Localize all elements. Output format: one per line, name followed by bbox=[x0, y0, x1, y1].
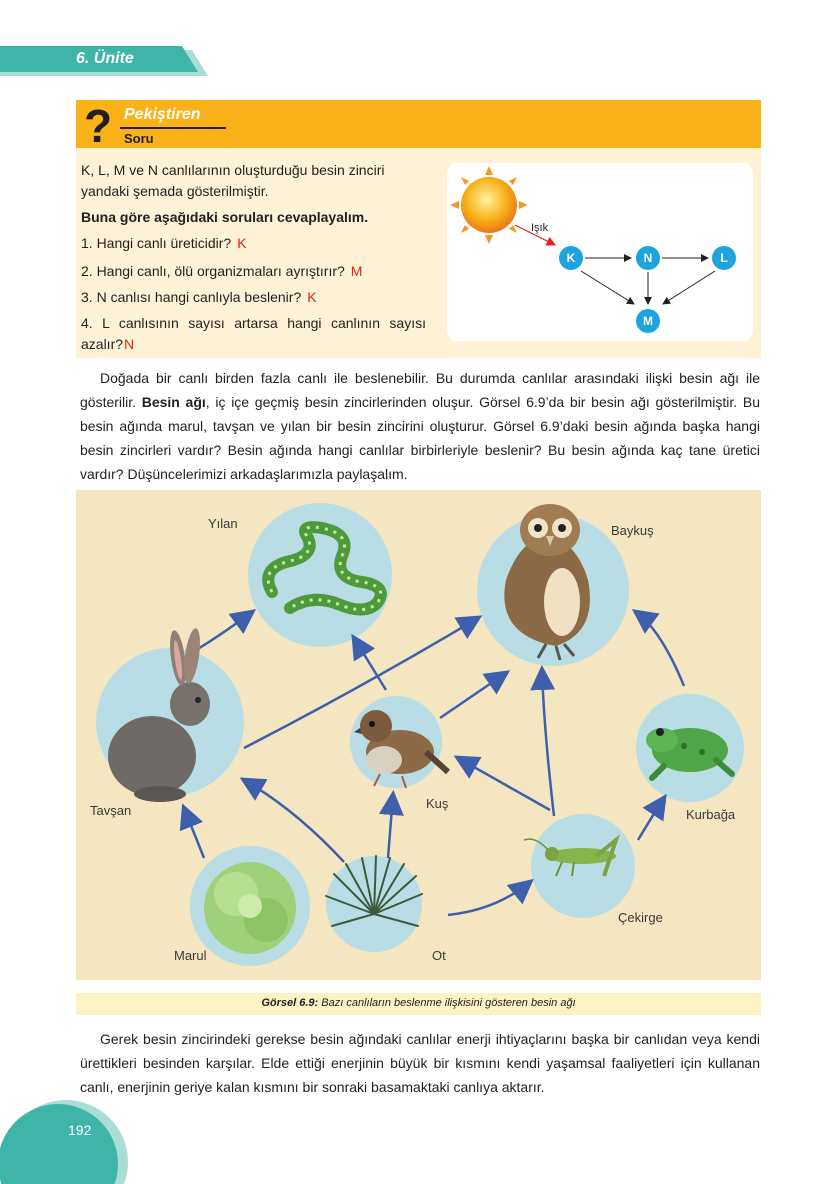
paragraph-intro bbox=[80, 366, 760, 486]
node-n bbox=[636, 246, 660, 270]
page-number-badge bbox=[0, 1098, 130, 1184]
node-k bbox=[559, 246, 583, 270]
sun-icon bbox=[450, 166, 528, 244]
svg-text:?: ? bbox=[84, 100, 113, 148]
question-item-text: 1. Hangi canlı üreticidir? bbox=[81, 235, 232, 251]
light-label: Işık bbox=[531, 222, 549, 234]
page-number: 192 bbox=[68, 1122, 92, 1138]
answer-text: M bbox=[350, 263, 363, 279]
lettuce-icon bbox=[204, 862, 296, 954]
answer-text: K bbox=[237, 235, 247, 251]
unit-title: 6. Ünite bbox=[76, 50, 134, 67]
label-baykus: Baykuş bbox=[611, 523, 654, 538]
svg-text:M: M bbox=[643, 314, 653, 328]
paragraph-energy: Gerek besin zincirindeki gerekse besin ağındaki canlılar enerji ihtiyaçlarını başka bir canlıdan veya kendi ürettikleri besinden karşılar. Elde ettiği enerjinin büyük bir kısmını kendi yaşamsal faaliyetleri için kullanan canlı, enerjinin geriye kalan kısmını bir sonraki basamaktaki canlıya aktarır. bbox=[80, 1031, 760, 1095]
question-item bbox=[81, 233, 426, 254]
svg-text:N: N bbox=[643, 251, 653, 265]
node-l bbox=[712, 246, 736, 270]
caption-label: Görsel 6.9: bbox=[261, 997, 319, 1009]
caption-text: Bazı canlıların beslenme ilişkisini gösteren besin ağı bbox=[318, 997, 576, 1009]
label-kus: Kuş bbox=[426, 796, 449, 811]
figure-caption bbox=[76, 997, 761, 1009]
question-item bbox=[81, 313, 426, 355]
food-chain-svg bbox=[447, 163, 753, 341]
question-title: Pekiştiren bbox=[124, 106, 201, 123]
answer-text: K bbox=[307, 289, 317, 305]
label-kurbaga: Kurbağa bbox=[686, 807, 736, 822]
svg-text:K: K bbox=[566, 251, 576, 265]
label-ot: Ot bbox=[432, 948, 446, 963]
paragraph-bold-term: Besin ağı bbox=[141, 394, 206, 410]
question-intro: K, L, M ve N canlılarının oluşturduğu besin zinciri yandaki şemada gösterilmiştir. bbox=[81, 162, 385, 199]
paragraph-text: , iç içe geçmiş besin zincirlerinden oluşur. Görsel 6.9’da bir besin ağı gösterilmiştir. Bu besin ağında marul, tavşan ve yılan bir besin zincirini oluşturur. Görsel 6.9’daki besin ağında başka hangi besin zincirleri vardır? Besin ağında hangi canlılar birbirleriyle beslenir? Bu besin ağında kaç tane üretici vardır? Düşüncelerimizi arkadaşlarımızla paylaşalım. bbox=[80, 394, 760, 482]
question-item bbox=[81, 261, 426, 282]
paragraph-text: Doğada bir canlı birden fazla canlı ile beslenebilir. Bu durumda canlılar arasındaki ilişki besin ağı ile gösterilir. bbox=[80, 370, 760, 410]
label-tavsan: Tavşan bbox=[90, 803, 132, 818]
label-marul: Marul bbox=[174, 948, 207, 963]
question-item bbox=[81, 287, 426, 308]
svg-text:L: L bbox=[720, 251, 728, 265]
question-instruction: Buna göre aşağıdaki soruları cevaplayalım. bbox=[81, 209, 369, 225]
question-item-text: 3. N canlısı hangi canlıyla beslenir? bbox=[81, 289, 302, 305]
label-cekirge: Çekirge bbox=[618, 910, 663, 925]
question-item-text: 2. Hangi canlı, ölü organizmaları ayrıştırır? bbox=[81, 263, 345, 279]
label-yilan: Yılan bbox=[208, 516, 238, 531]
answer-text: N bbox=[124, 336, 135, 352]
question-item-text: 4. L canlısının sayısı artarsa hangi canlının sayısı azalır? bbox=[81, 315, 426, 352]
grasshopper-circle bbox=[531, 814, 635, 918]
food-web-svg bbox=[76, 490, 761, 980]
question-subtitle: Soru bbox=[124, 131, 154, 146]
node-m bbox=[636, 309, 660, 333]
